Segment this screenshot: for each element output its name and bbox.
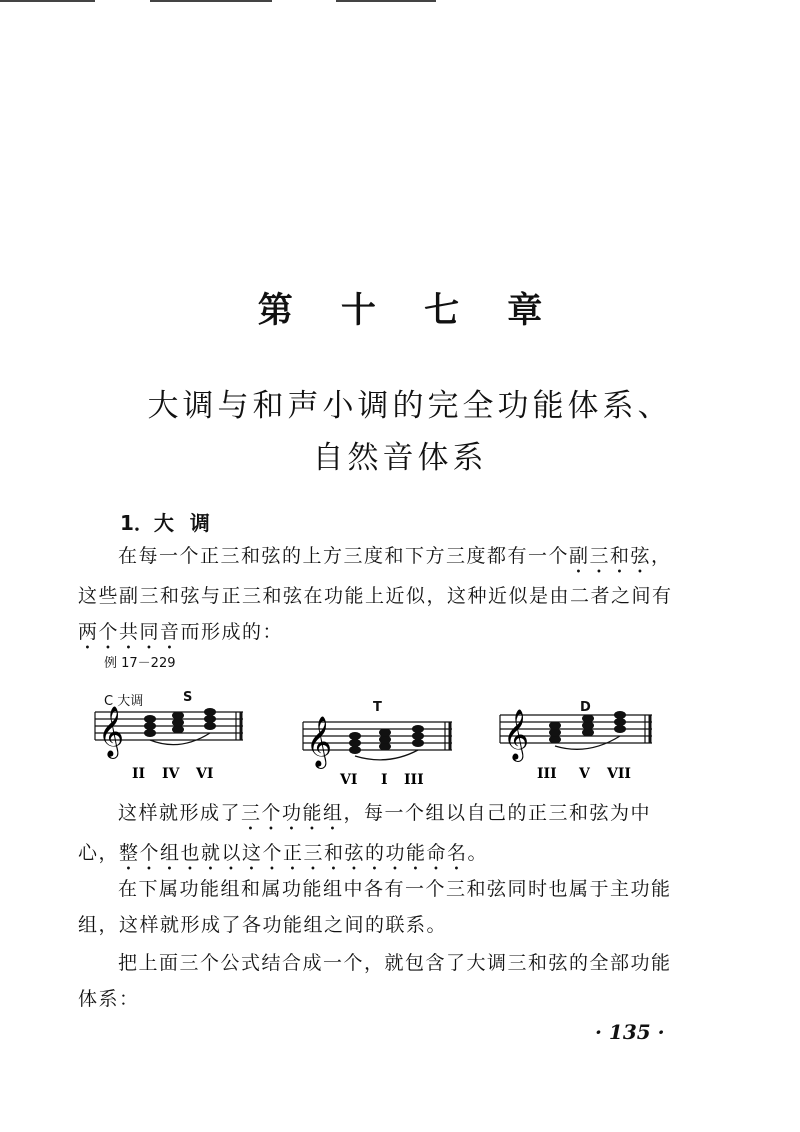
top-edge-line: [150, 0, 272, 2]
example-label: 例 17－229: [104, 656, 176, 671]
numeral-vii: VII: [607, 766, 631, 782]
function-label-s: S: [183, 690, 193, 705]
chapter-title-line1: 大调与和声小调的完全功能体系、: [147, 388, 673, 424]
function-label-t: T: [373, 700, 382, 715]
section-number: 1．: [120, 511, 154, 535]
numeral-v: V: [579, 766, 590, 782]
chapter-heading: 第 十 七 章: [257, 291, 561, 331]
numeral-vi: VI: [196, 766, 214, 782]
paragraph-1-text-2: ，这些副三和弦与正三和弦在功能上近似，这种近似是由二者之间有: [78, 545, 673, 607]
chapter-title-line2: 自然音体系: [312, 440, 488, 476]
chord-vi-2: [349, 732, 361, 754]
chord-iii: [412, 725, 424, 747]
paragraph-2-emphasis-1: 三个功能组: [241, 802, 344, 824]
numeral-iii: III: [404, 772, 424, 788]
page-number: · 135 ·: [595, 1020, 665, 1044]
chord-iv: [172, 712, 184, 734]
treble-clef-icon: 𝄞: [98, 706, 125, 757]
paragraph-1: [78, 538, 673, 654]
paragraph-4: 把上面三个公式结合成一个，就包含了大调三和弦的全部功能体系：: [78, 952, 672, 1010]
paragraph-1-emphasis-1: 副三和弦: [569, 545, 652, 567]
chord-iii-2: [549, 722, 561, 744]
music-example: [0, 700, 800, 790]
paragraph-2-text-3: 。: [467, 842, 489, 864]
treble-clef-icon: 𝄞: [503, 709, 530, 760]
numeral-ii: II: [132, 766, 146, 782]
paragraph-1-text-3: 而形成的：: [180, 621, 284, 643]
top-edge-line: [336, 0, 436, 2]
chord-i: [379, 729, 391, 751]
numeral-i: I: [381, 772, 388, 788]
section-label-2: 调: [189, 511, 210, 535]
section-heading: [120, 507, 210, 536]
numeral-vi-2: VI: [340, 772, 358, 788]
paragraph-1-text: 在每一个正三和弦的上方三度和下方三度都有一个: [118, 545, 570, 567]
chord-v: [582, 715, 594, 737]
numeral-iii-2: III: [537, 766, 557, 782]
paragraph-1-emphasis-2: 两个共同音: [78, 621, 181, 643]
tie-curve: [150, 733, 210, 745]
key-label: C 大调: [104, 694, 144, 709]
paragraph-2-emphasis-2: 整个组也就以这个正三和弦的功能命名: [119, 842, 468, 864]
paragraph-2-text-2: ，每一个组以自己的正三和弦为中心，: [78, 802, 652, 864]
chord-vii: [614, 711, 626, 733]
chord-ii: [144, 715, 156, 737]
paragraph-3: 在下属功能组和属功能组中各有一个三和弦同时也属于主功能组，这样就形成了各功能组之间的联系。: [78, 878, 672, 936]
section-label: 大: [153, 511, 174, 535]
paragraph-2: [78, 795, 673, 875]
function-label-d: D: [580, 700, 591, 715]
numeral-iv: IV: [162, 766, 180, 782]
chord-vi: [204, 708, 216, 730]
tie-curve: [355, 750, 418, 760]
treble-clef-icon: 𝄞: [306, 716, 333, 767]
top-edge-line: [0, 0, 95, 2]
paragraph-2-text: 这样就形成了: [118, 802, 242, 824]
